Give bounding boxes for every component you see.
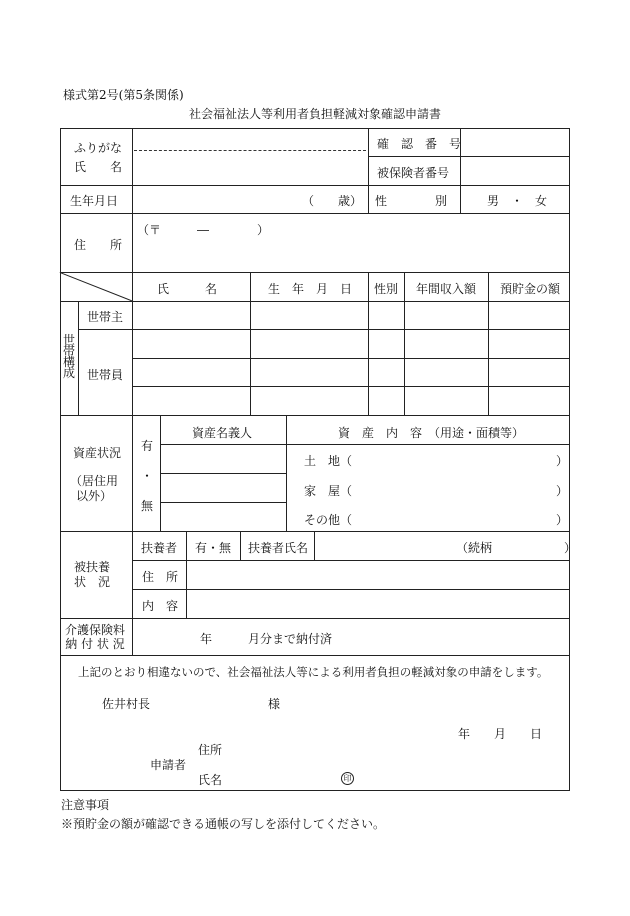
address-label: 住 所 <box>74 238 123 252</box>
mayor-label: 佐井村長 <box>102 697 151 711</box>
age-text: （ 歳） <box>302 194 363 208</box>
dependent-label: 被扶養 状 況 <box>74 560 111 589</box>
assets-no: 無 <box>141 499 154 513</box>
premium-text: 年 月分まで納付済 <box>200 632 333 646</box>
declaration-text: 上記のとおり相違ないので、社会福祉法人等による利用者負担の軽減対象の申請をします。 <box>78 665 549 679</box>
form-number: 様式第2号(第5条関係) <box>63 88 184 102</box>
household-header-sex: 性別 <box>374 282 399 296</box>
sex-options: 男 ・ 女 <box>487 194 548 208</box>
postal-code: （〒 ― ） <box>137 223 270 237</box>
sex-label: 性 別 <box>375 194 448 208</box>
supporter-yes-no: 有・無 <box>195 541 232 555</box>
notes-item: ※預貯金の額が確認できる通帳の写しを添付してください。 <box>61 817 386 831</box>
form-title: 社会福祉法人等利用者負担軽減対象確認申請書 <box>189 107 442 121</box>
asset-owner-header: 資産名義人 <box>192 426 253 440</box>
asset-house: 家 屋（ <box>304 484 353 498</box>
notes-title: 注意事項 <box>61 798 110 812</box>
supporter-label: 扶養者 <box>141 541 178 555</box>
household-head-label: 世帯主 <box>87 310 124 324</box>
premium-label: 介護保険料 納 付 状 況 <box>65 623 126 651</box>
assets-label: 資産状況 <box>73 446 122 460</box>
applicant-address-label: 住所 <box>198 743 223 757</box>
assets-yes: 有 <box>141 439 154 453</box>
dob-label: 生年月日 <box>70 194 119 208</box>
applicant-label: 申請者 <box>150 758 187 772</box>
name-label: 氏 名 <box>74 160 123 174</box>
relation-text: （続柄 ） <box>456 541 577 555</box>
household-section-label: 世帯構成 <box>62 333 75 380</box>
asset-other-close: ） <box>556 513 569 527</box>
seal-mark: 印 <box>341 772 354 785</box>
furigana-label: ふりがな <box>74 141 123 155</box>
date-text: 年 月 日 <box>458 727 543 741</box>
dependent-content-label: 内 容 <box>142 599 179 613</box>
dependent-address-label: 住 所 <box>142 570 179 584</box>
assets-sublabel: （居住用 以外） <box>70 474 119 503</box>
confirm-number-label: 確 認 番 号 <box>377 137 462 151</box>
asset-house-close: ） <box>556 484 569 498</box>
household-member-label: 世帯員 <box>87 368 124 382</box>
asset-land-close: ） <box>556 454 569 468</box>
household-header-dob: 生 年 月 日 <box>268 282 353 296</box>
household-header-name: 氏 名 <box>157 282 218 296</box>
insured-number-label: 被保険者番号 <box>377 166 450 180</box>
supporter-name-label: 扶養者氏名 <box>248 541 309 555</box>
asset-other: その他（ <box>304 513 353 527</box>
asset-content-header: 資 産 内 容 （用途・面積等） <box>338 426 525 440</box>
assets-dot: ・ <box>141 469 154 483</box>
household-header-savings: 預貯金の額 <box>500 282 561 296</box>
household-header-income: 年間収入額 <box>416 282 477 296</box>
asset-land: 土 地（ <box>304 454 353 468</box>
applicant-name-label: 氏名 <box>198 773 223 787</box>
honorific: 様 <box>268 697 281 711</box>
